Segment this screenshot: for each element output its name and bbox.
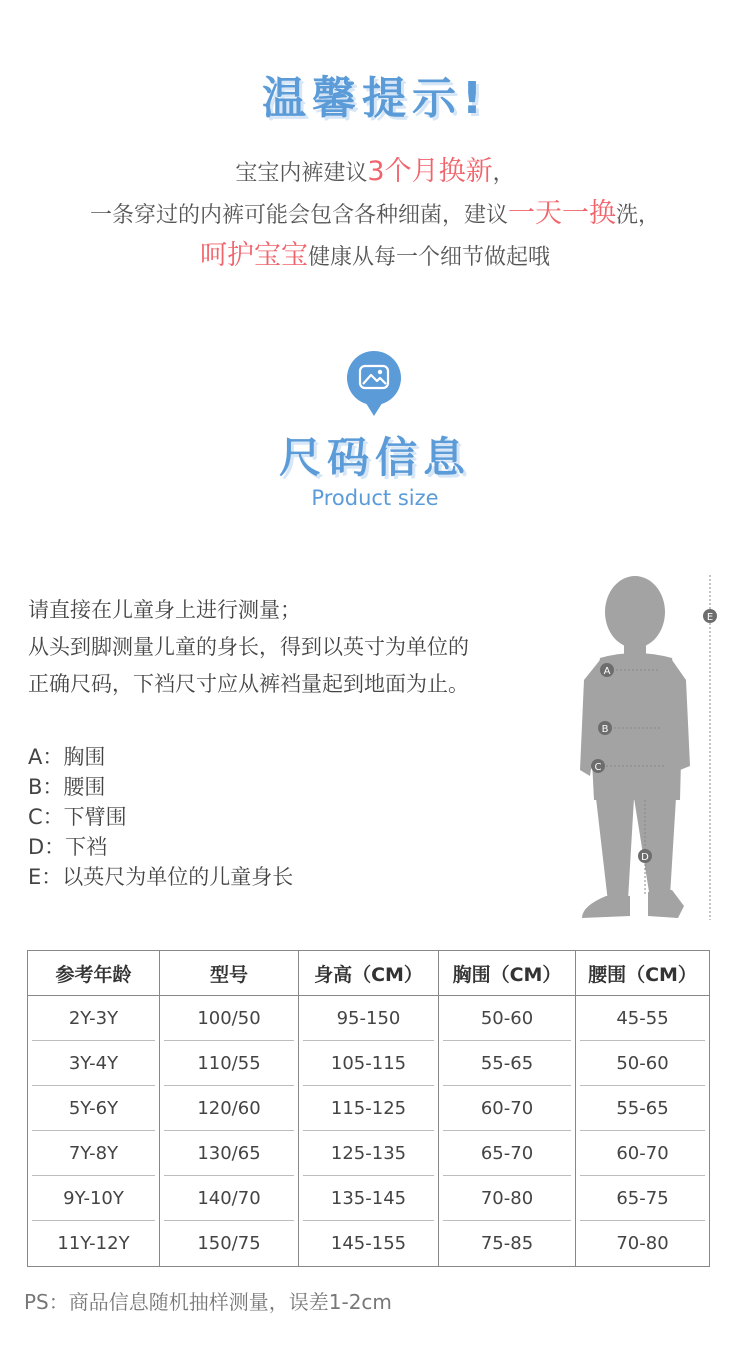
cell-waist: 45-55	[576, 996, 710, 1042]
cell-model: 140/70	[160, 1176, 299, 1221]
size-table	[27, 950, 710, 1267]
figure-marker-d	[638, 849, 652, 863]
tip-line-2	[0, 194, 750, 236]
figure-marker-a	[600, 663, 614, 677]
header-age: 参考年龄	[28, 951, 160, 996]
table-row	[28, 1086, 710, 1131]
table-row	[28, 1131, 710, 1176]
cell-model: 150/75	[160, 1221, 299, 1267]
table-row	[28, 1176, 710, 1221]
tip-line-1-highlight: 3个月换新	[367, 156, 493, 187]
header-waist: 腰围（CM）	[576, 951, 710, 996]
tip-line-2-text: 一条穿过的内裤可能会包含各种细菌，建议	[89, 203, 508, 228]
cell-waist: 65-75	[576, 1176, 710, 1221]
legend-item-a: A：胸围	[28, 745, 106, 769]
size-subtitle: Product size	[311, 486, 439, 510]
cell-waist: 60-70	[576, 1131, 710, 1176]
cell-height: 125-135	[299, 1131, 439, 1176]
table-row	[28, 1221, 710, 1267]
cell-model: 120/60	[160, 1086, 299, 1131]
cell-height: 105-115	[299, 1041, 439, 1086]
child-silhouette-figure	[560, 570, 740, 930]
cell-chest: 70-80	[439, 1176, 576, 1221]
tip-line-1-end: ，	[492, 161, 515, 186]
figure-marker-b	[598, 721, 612, 735]
tip-line-2-end: 洗，	[616, 203, 661, 228]
tip-line-2-highlight: 一天一换	[508, 198, 616, 229]
instruction-line: 请直接在儿童身上进行测量；	[28, 598, 301, 622]
cell-height: 95-150	[299, 996, 439, 1042]
figure-marker-e	[703, 609, 717, 623]
cell-chest: 65-70	[439, 1131, 576, 1176]
legend-item-b: B：腰围	[28, 775, 106, 799]
cell-height: 135-145	[299, 1176, 439, 1221]
legend-item-d: D：下裆	[28, 835, 108, 859]
cell-chest: 60-70	[439, 1086, 576, 1131]
tip-line-3-text: 健康从每一个细节做起哦	[307, 245, 550, 270]
tip-title: 温馨提示!	[261, 73, 489, 124]
svg-text:B: B	[601, 724, 609, 735]
cell-chest: 75-85	[439, 1221, 576, 1267]
cell-waist: 50-60	[576, 1041, 710, 1086]
tip-line-3	[0, 236, 750, 278]
measure-instructions	[28, 592, 568, 703]
cell-model: 110/55	[160, 1041, 299, 1086]
cell-age: 3Y-4Y	[28, 1041, 160, 1086]
cell-age: 11Y-12Y	[28, 1221, 160, 1267]
cell-height: 145-155	[299, 1221, 439, 1267]
cell-age: 2Y-3Y	[28, 996, 160, 1042]
tip-line-1	[0, 152, 750, 194]
legend-item-c: C：下臂围	[28, 805, 127, 829]
cell-age: 5Y-6Y	[28, 1086, 160, 1131]
tip-line-1-text: 宝宝内裤建议	[235, 161, 368, 186]
cell-chest: 55-65	[439, 1041, 576, 1086]
header-model: 型号	[160, 951, 299, 996]
cell-chest: 50-60	[439, 996, 576, 1042]
svg-text:C: C	[594, 762, 602, 773]
cell-model: 130/65	[160, 1131, 299, 1176]
table-row	[28, 1041, 710, 1086]
cell-waist: 55-65	[576, 1086, 710, 1131]
cell-age: 9Y-10Y	[28, 1176, 160, 1221]
cell-height: 115-125	[299, 1086, 439, 1131]
instruction-line: 从头到脚测量儿童的身长，得到以英寸为单位的	[28, 635, 469, 659]
tip-line-3-highlight: 呵护宝宝	[199, 240, 308, 271]
instruction-line: 正确尺码，下裆尺寸应从裤裆量起到地面为止。	[28, 672, 469, 696]
figure-marker-c	[591, 759, 605, 773]
cell-age: 7Y-8Y	[28, 1131, 160, 1176]
measure-legend	[28, 742, 388, 892]
ps-note: PS：商品信息随机抽样测量，误差1-2cm	[24, 1290, 392, 1314]
header-height: 身高（CM）	[299, 951, 439, 996]
size-title: 尺码信息	[278, 433, 471, 482]
legend-item-e: E：以英尺为单位的儿童身长	[28, 865, 294, 889]
cell-model: 100/50	[160, 996, 299, 1042]
header-chest: 胸围（CM）	[439, 951, 576, 996]
image-pin-icon	[342, 350, 406, 420]
cell-waist: 70-80	[576, 1221, 710, 1267]
tip-text	[0, 152, 750, 278]
svg-text:E: E	[706, 612, 714, 623]
svg-text:A: A	[603, 666, 611, 677]
svg-text:D: D	[641, 852, 649, 863]
table-row	[28, 996, 710, 1042]
table-header-row	[28, 951, 710, 996]
